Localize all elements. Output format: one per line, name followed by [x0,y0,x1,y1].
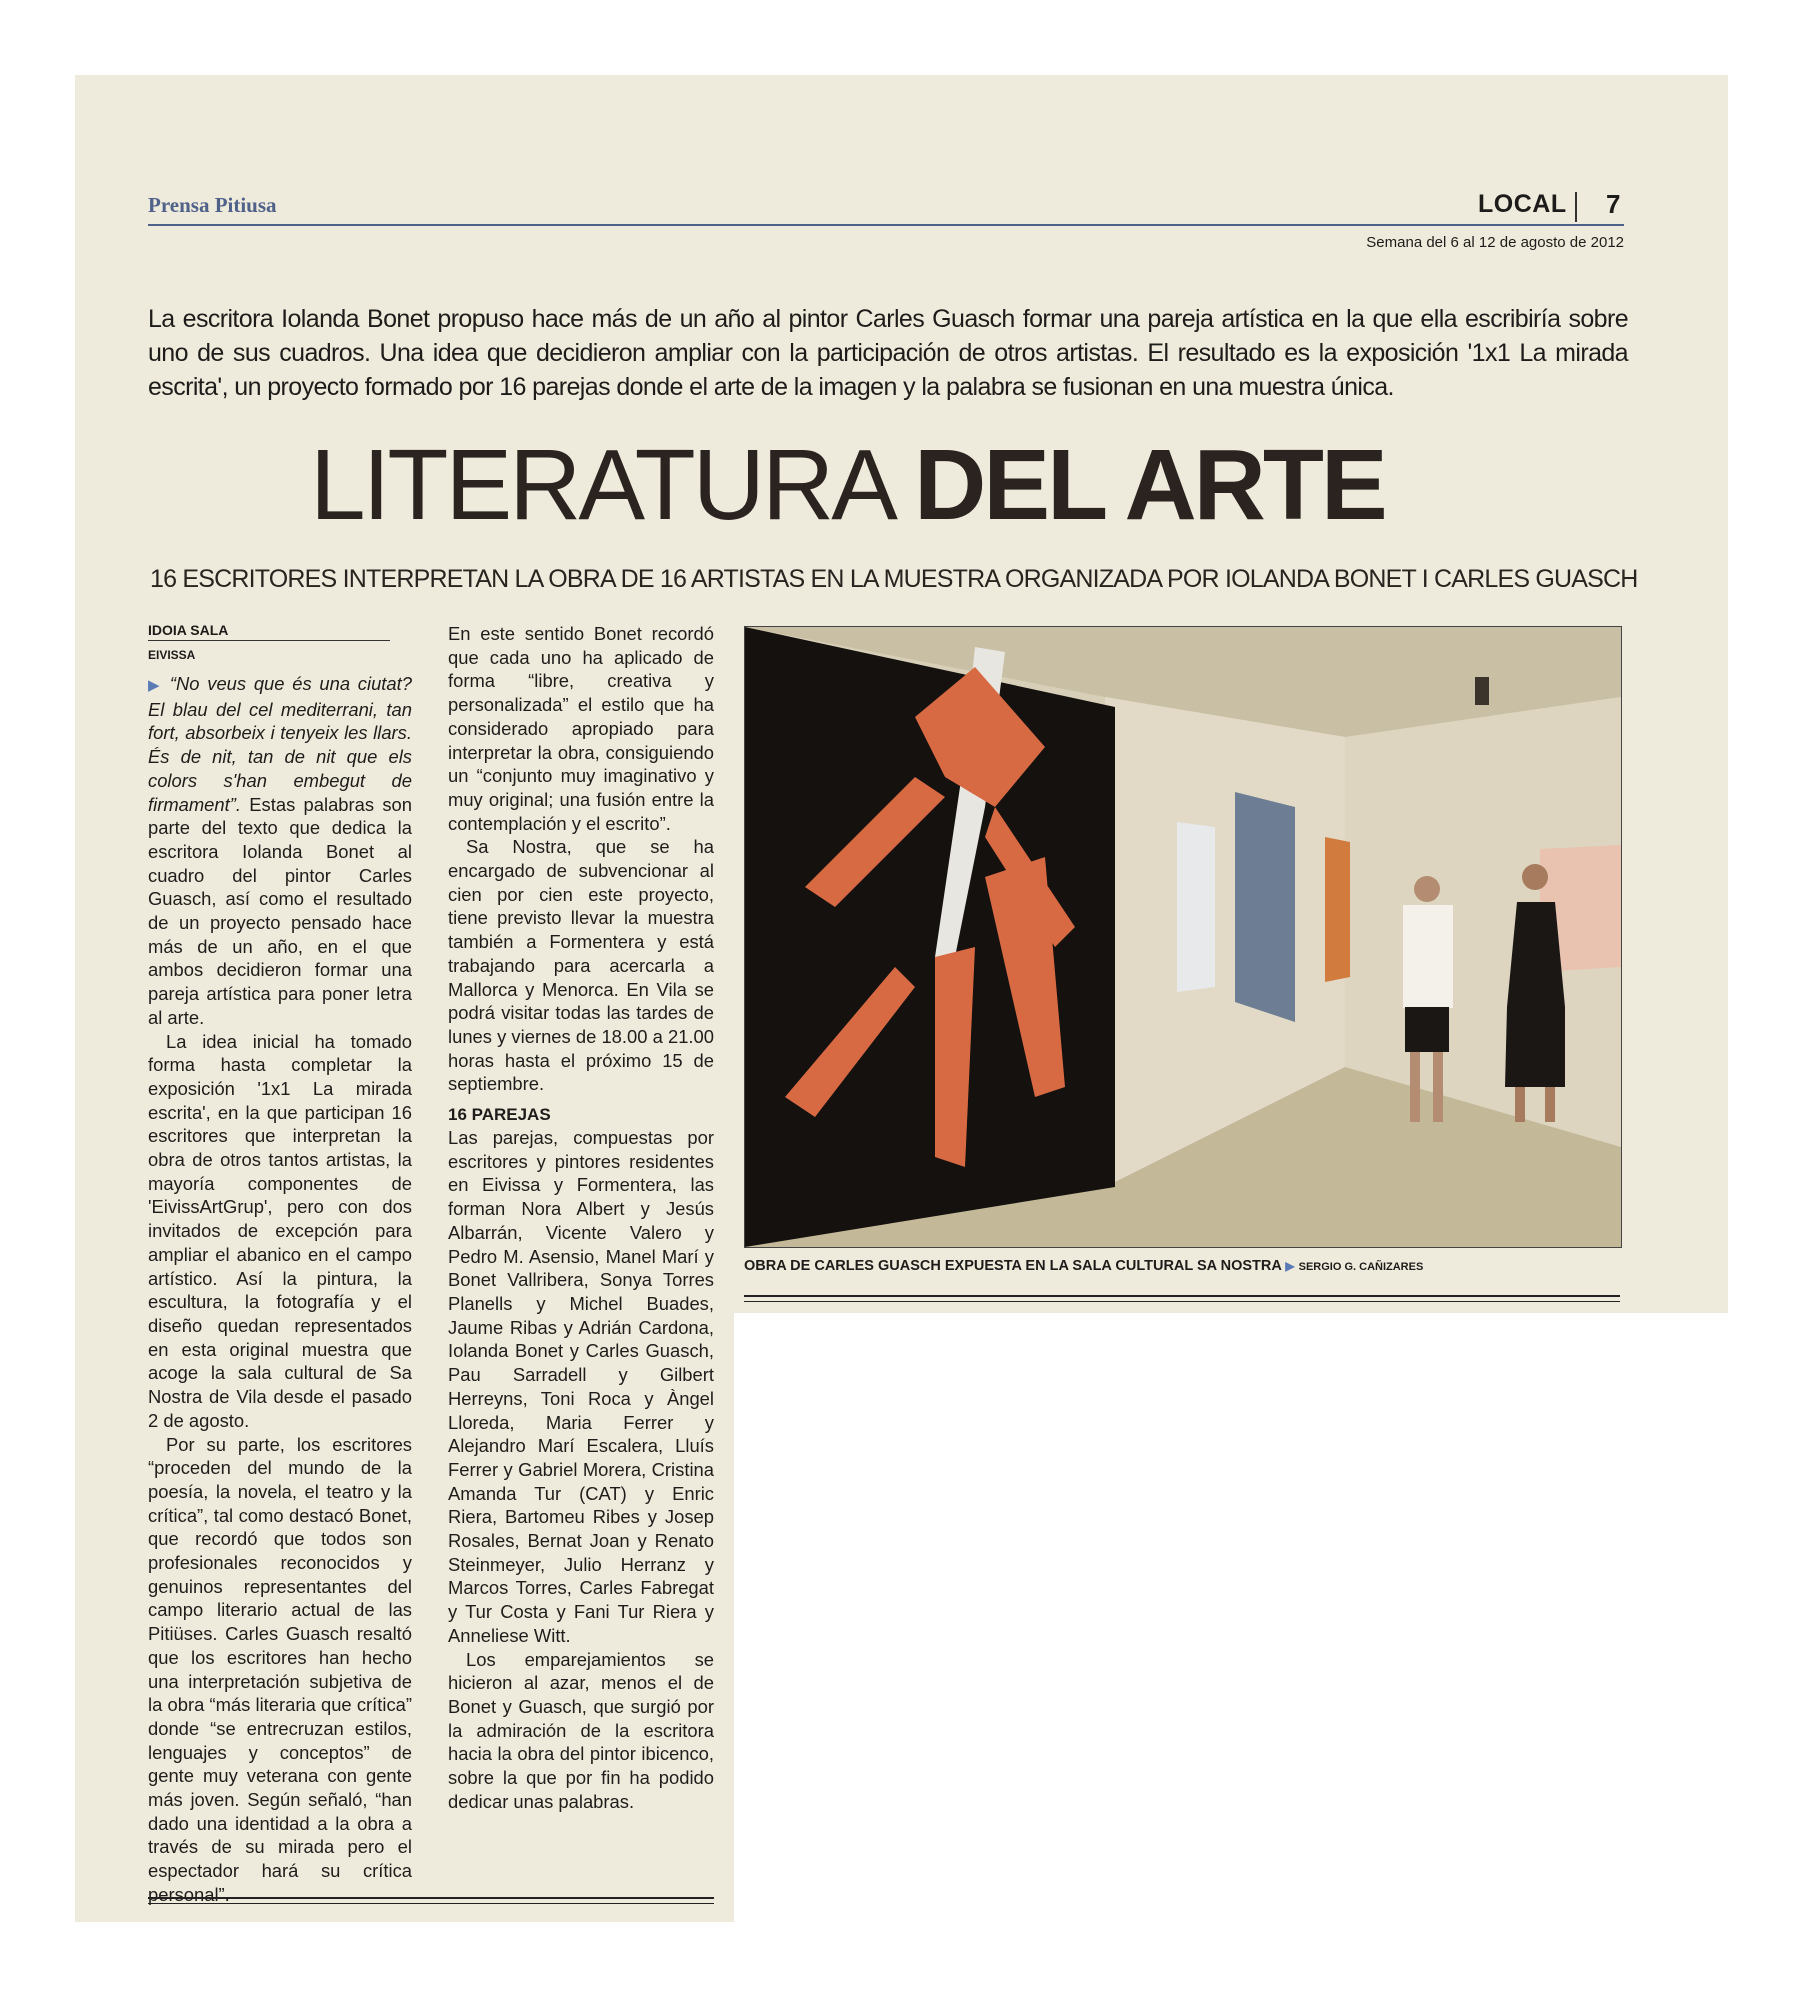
paragraph-3-continued: En este sentido Bonet recordó que cada uno ha aplicado de forma “libre, creativa y personalizada” el estilo que ha considerado apropiado para interpretar la obra, consiguiendo un “conjunto muy imaginativo y muy original; una fusión entre la contemplación y el escrito”. [448,623,714,834]
page-number: 7 [1606,189,1621,219]
subheadline: 16 ESCRITORES INTERPRETAN LA OBRA DE 16 ARTISTAS EN LA MUESTRA ORGANIZADA POR IOLANDA BONET I CARLES GUASCH [150,565,1638,593]
gallery-photo [744,626,1622,1248]
paragraph-5: Las parejas, compuestas por escritores y pintores residentes en Eivissa y Formentera, las forman Nora Albert y Jesús Albarrán, Vicente Valero y Pedro M. Asensio, Manel Marí y Bonet Vallribera, Sonya Torres Planells y Michel Buades, Jaume Ribas y Adrián Cardona, Iolanda Bonet y Carles Guasch, Pau Sarradell y Gilbert Herreyns, Toni Roca y Àngel Lloreda, Maria Ferrer y Alejandro Marí Escalera, Lluís Ferrer y Gabriel Morera, Cristina Amanda Tur (CAT) y Enric Riera, Bartomeu Ribes y Josep Rosales, Bernat Joan y Renato Steinmeyer, Julio Herranz y Marcos Torres, Carles Fabregat y Tur Costa y Fani Tur Riera y Anneliese Witt. [448,1127,714,1646]
article-intro: La escritora Iolanda Bonet propuso hace más de un año al pintor Carles Guasch formar una pareja artística en la que ella escribiría sobre uno de sus cuadros. Una idea que decidieron ampliar con la participación de otros artistas. El resultado es la exposición '1x1 La mirada escrita', un proyecto formado por 16 parejas donde el arte de la imagen y la palabra se fusionan en una muestra única. [148,305,1628,401]
caption-rule [744,1295,1620,1302]
gallery-photo-image [745,627,1621,1247]
issue-date: Semana del 6 al 12 de agosto de 2012 [1366,234,1624,251]
footer-rule [148,1897,714,1904]
photo-caption [744,1258,1423,1274]
author-byline: IDOIA SALA [148,622,229,638]
paragraph-1 [148,672,412,1030]
section-divider [1575,192,1577,222]
paragraph-6: Los emparejamientos se hicieron al azar, menos el de Bonet y Guasch, que surgió por la admiración de la escritora hacia la obra del pintor ibicenco, sobre la que por fin ha podido dedicar unas palabras. [448,1648,714,1812]
article-column-2 [448,622,714,1813]
paragraph-1-rest: Estas palabras son parte del texto que dedica la escritora Iolanda Bonet al cuadro del pintor Carles Guasch, así como el resultado de un proyecto pensado hace más de un año, en el que ambos decidieron formar una pareja artística para poner letra al arte. [148,793,412,1028]
headline-light: LITERATURA [310,429,890,541]
photo-credit: SERGIO G. CAÑIZARES [1298,1261,1424,1273]
lead-quote: “No veus que és una ciutat? El blau del cel mediterrani, tan fort, absorbeix i tenyeix les llars. És de nit, tan de nit que els colors s'han embegut de firmament”. [148,673,412,815]
paragraph-2: La idea inicial ha tomado forma hasta completar la exposición '1x1 La mirada escrita', en la que participan 16 escritores que interpretan la obra de otros tantos artistas, la mayoría componentes de 'EivissArtGrup', pero con dos invitados de excepción para ampliar el abanico en el campo artístico. Así la pintura, la escultura, la fotografía y el diseño quedan representados en esta original muestra que acoge la sala cultural de Sa Nostra de Vila desde el pasado 2 de agosto. [148,1030,412,1431]
play-arrow-icon: ▶ [148,677,163,694]
section-label: LOCAL [1478,190,1567,218]
article-column-1 [148,672,412,1907]
header-rule [148,224,1624,226]
byline-rule [148,640,390,641]
location-label: EIVISSA [148,648,196,662]
publication-name: Prensa Pitiusa [148,193,277,217]
headline-bold: DEL ARTE [914,429,1385,541]
paragraph-4: Sa Nostra, que se ha encargado de subvencionar al cien por cien este proyecto, tiene previsto llevar la muestra también a Formentera y está trabajando para acercarla a Mallorca y Menorca. En Vila se podrá visitar todas las tardes de lunes y viernes de 18.00 a 21.00 horas hasta el próximo 15 de septiembre. [448,836,714,1095]
play-arrow-icon: ▶ [1285,1259,1295,1273]
headline [310,430,1385,540]
caption-text: OBRA DE CARLES GUASCH EXPUESTA EN LA SALA CULTURAL SA NOSTRA [744,1258,1282,1274]
paragraph-3: Por su parte, los escritores “proceden del mundo de la poesía, la novela, el teatro y la crítica”, tal como destacó Bonet, que recordó que todos son profesionales reconocidos y genuinos representantes del campo literario actual de las Pitiüses. Carles Guasch resaltó que los escritores han hecho una interpretación subjetiva de la obra “más literaria que crítica” donde “se entrecruzan estilos, lenguajes y conceptos” de gente muy veterana con gente más joven. Según señaló, “han dado una identidad a la obra a través de su mirada pero el espectador hará su crítica personal”. [148,1433,412,1905]
crosshead: 16 PAREJAS [448,1105,551,1125]
